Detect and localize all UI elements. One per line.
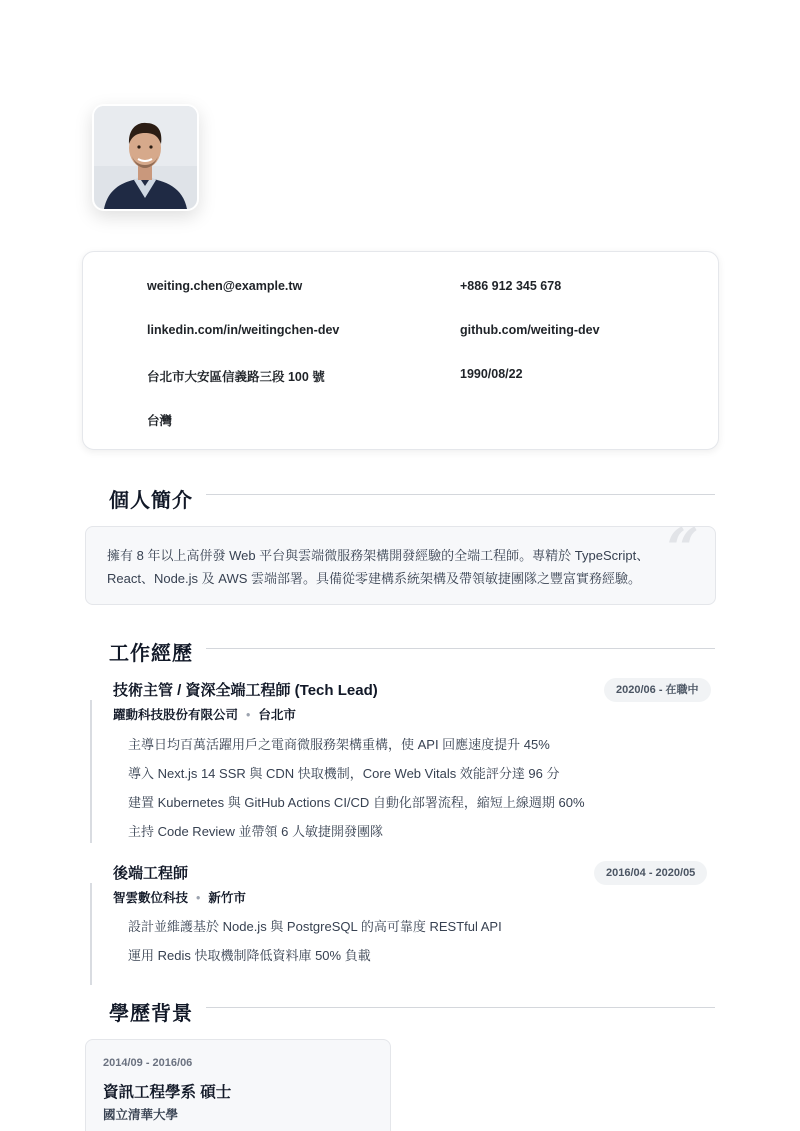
experience-section-title: 工作經歷 <box>109 643 193 665</box>
experience-divider <box>206 648 715 649</box>
job-company: 躍動科技股份有限公司 <box>113 708 239 722</box>
summary-divider <box>206 494 715 495</box>
job-date-badge: 2020/06 - 在職中 <box>604 678 711 702</box>
summary-line: 擁有 8 年以上高併發 Web 平台與雲端微服務架構開發經驗的全端工程師。專精於 TypeScript、 <box>107 548 650 563</box>
education-card <box>85 1039 391 1131</box>
summary-section-title: 個人簡介 <box>109 490 193 512</box>
job-bullet: 設計並維護基於 Node.js 與 PostgreSQL 的高可靠度 RESTful API <box>128 919 502 934</box>
summary-line: React、Node.js 及 AWS 雲端部署。具備從零建構系統架構及帶領敏捷團隊之豐富實務經驗。 <box>107 571 642 586</box>
job-bullet: 主導日均百萬活躍用戶之電商微服務架構重構，使 API 回應速度提升 45% <box>128 737 550 752</box>
job-location: 新竹市 <box>208 891 246 905</box>
job-date-badge: 2016/04 - 2020/05 <box>594 861 707 885</box>
contact-birthdate: 1990/08/22 <box>460 367 523 381</box>
job-title: 技術主管 / 資深全端工程師 (Tech Lead) <box>113 682 378 699</box>
contact-linkedin[interactable]: linkedin.com/in/weitingchen-dev <box>147 323 340 337</box>
job-bullet: 導入 Next.js 14 SSR 與 CDN 快取機制，Core Web Vitals 效能評分達 96 分 <box>128 766 560 781</box>
education-school: 國立清華大學 <box>103 1108 179 1122</box>
separator-dot: • <box>196 891 201 905</box>
job-company: 智雲數位科技 <box>113 891 189 905</box>
avatar <box>94 106 197 209</box>
summary-text <box>107 544 702 590</box>
job-location: 台北市 <box>258 708 296 722</box>
job-bullet: 建置 Kubernetes 與 GitHub Actions CI/CD 自動化部署流程，縮短上線週期 60% <box>128 795 585 810</box>
timeline-line <box>90 700 92 843</box>
education-degree: 資訊工程學系 碩士 <box>103 1084 232 1101</box>
quote-icon: “ <box>666 516 699 582</box>
education-date: 2014/09 - 2016/06 <box>103 1057 193 1069</box>
summary-box <box>85 516 716 605</box>
timeline-line <box>90 883 92 985</box>
contact-address: 台北市大安區信義路三段 100 號 <box>147 370 325 384</box>
job-company-line <box>113 888 246 906</box>
job-bullet: 主持 Code Review 並帶領 6 人敏捷開發團隊 <box>128 824 383 839</box>
contact-country: 台灣 <box>147 414 173 428</box>
job-bullet: 運用 Redis 快取機制降低資料庫 50% 負載 <box>128 948 371 963</box>
profile-photo <box>92 104 199 211</box>
education-divider <box>206 1007 715 1008</box>
contact-phone[interactable]: +886 912 345 678 <box>460 279 562 293</box>
separator-dot: • <box>246 708 251 722</box>
job-title: 後端工程師 <box>113 865 189 882</box>
education-section-title: 學歷背景 <box>109 1003 193 1025</box>
job-company-line <box>113 705 296 723</box>
contact-card <box>82 251 719 450</box>
contact-email[interactable]: weiting.chen@example.tw <box>147 279 303 293</box>
contact-github[interactable]: github.com/weiting-dev <box>460 323 600 337</box>
